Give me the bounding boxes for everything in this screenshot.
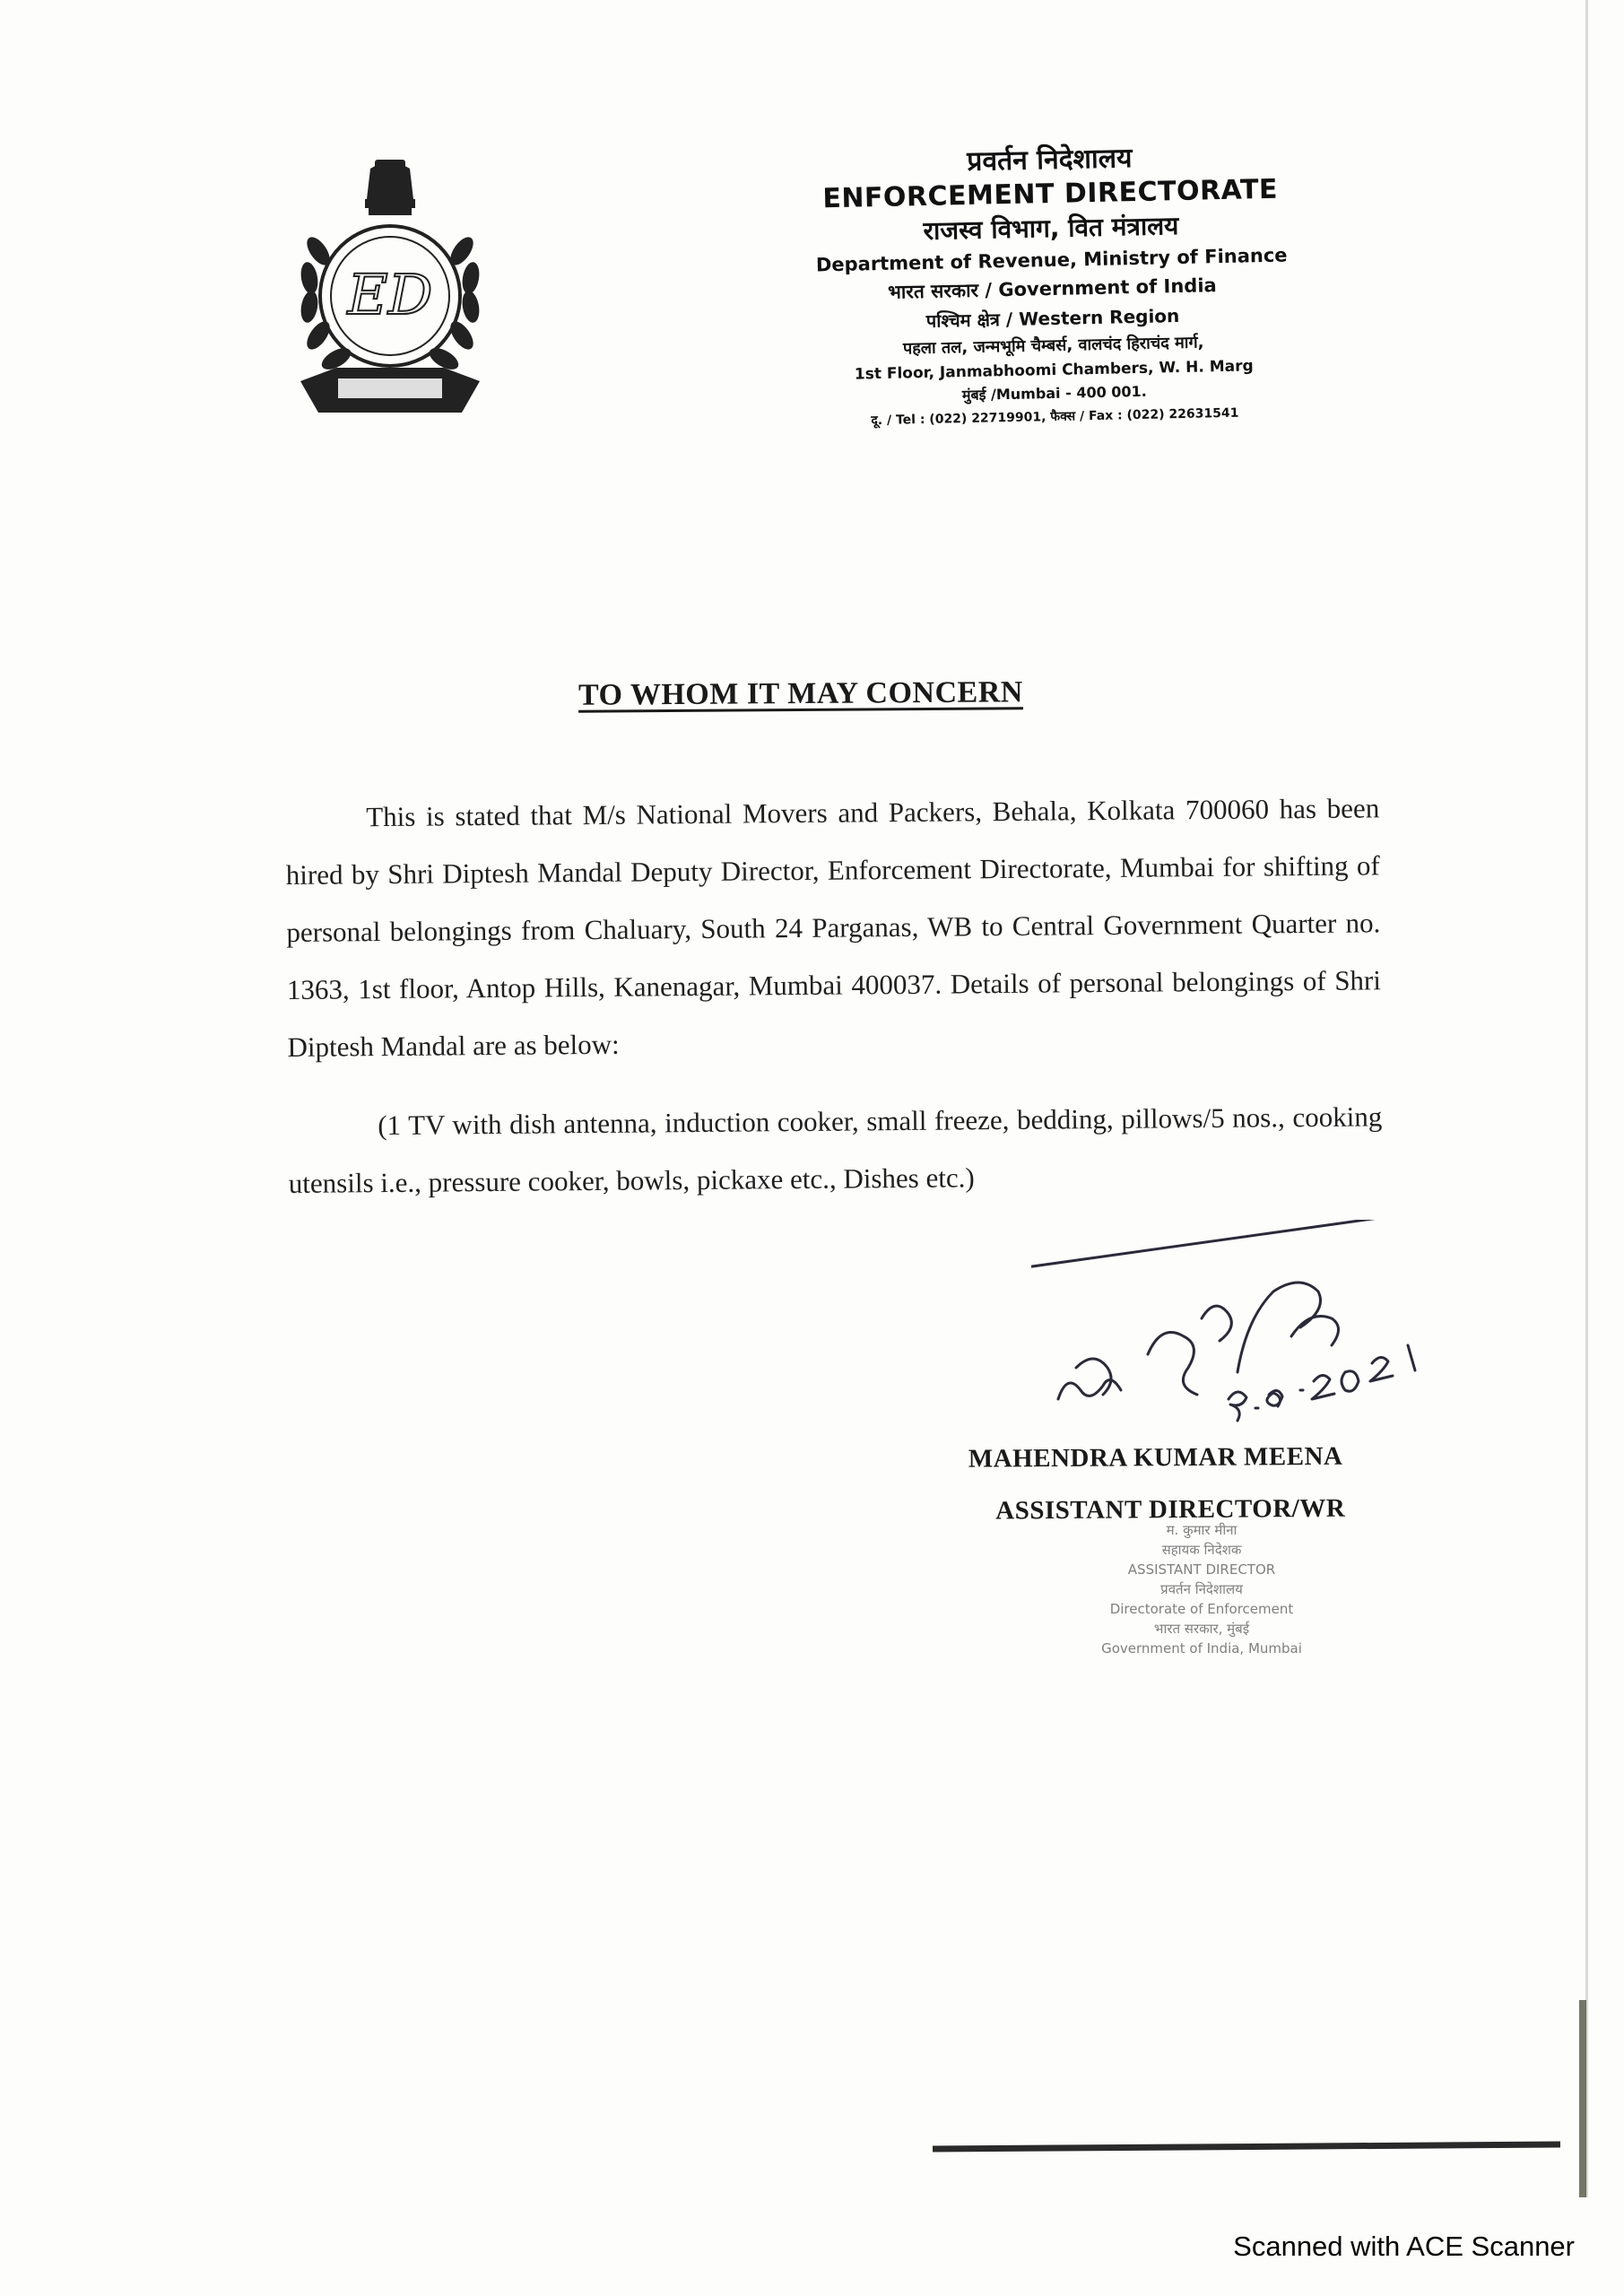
bottom-rule xyxy=(933,2142,1560,2152)
body-paragraph-1: This is stated that M/s National Movers and Packers, Behala, Kolkata 700060 has been hired by Shri Diptesh Mandal Deputy Director, Enforcement Directorate, Mumbai for shifting of personal belongings from Chaluary, South 24 Parganas, WB to Central Government Quarter no. 1363, 1st floor, Antop Hills, Kanenagar, Mumbai 400037. Details of personal belongings of Shri Diptesh Mandal are as below: xyxy=(285,792,1382,1063)
letter-body xyxy=(285,779,1383,1213)
handwritten-signature xyxy=(1031,1220,1480,1444)
stamp-line: Directorate of Enforcement xyxy=(1109,1601,1294,1617)
letterhead-department: Department of Revenue, Ministry of Finance xyxy=(815,244,1288,276)
stamp-line: Government of India, Mumbai xyxy=(1101,1640,1302,1657)
scan-edge xyxy=(1585,0,1588,2197)
official-stamp xyxy=(1058,1520,1345,1658)
letterhead-hindi-title: प्रवर्तन निदेशालय xyxy=(966,143,1133,178)
letterhead-government: भारत सरकार / Government of India xyxy=(887,274,1217,303)
letter-heading: TO WHOM IT MAY CONCERN xyxy=(578,675,1024,712)
letterhead-city: मुंबई /Mumbai - 400 001. xyxy=(961,382,1147,404)
letterhead-contact: दू. / Tel : (022) 22719901, फैक्स / Fax : (022) 22631541 xyxy=(871,405,1239,429)
body-paragraph-2: (1 TV with dish antenna, induction cooker, small freeze, bedding, pillows/5 nos., cooking utensils i.e., pressure cooker, bowls, pickaxe etc., Dishes etc.) xyxy=(288,1100,1383,1199)
letterhead-address: 1st Floor, Janmabhoomi Chambers, W. H. Marg xyxy=(854,357,1254,384)
ed-emblem-logo xyxy=(282,152,498,439)
stamp-line: प्रवर्तन निदेशालय xyxy=(1160,1581,1243,1597)
scan-edge-shadow xyxy=(1579,2000,1586,2197)
stamp-line: भारत सरकार, मुंबई xyxy=(1153,1621,1250,1637)
letterhead-hindi-address: पहला तल, जन्मभूमि चैम्बर्स, वालचंद हिराचंद मार्ग, xyxy=(902,333,1204,359)
letterhead-title: ENFORCEMENT DIRECTORATE xyxy=(822,173,1279,215)
svg-text:ED: ED xyxy=(347,262,433,327)
stamp-line: सहायक निदेशक xyxy=(1161,1542,1242,1558)
letterhead-hindi-department: राजस्व विभाग, वित मंत्रालय xyxy=(923,211,1179,246)
stamp-line: ASSISTANT DIRECTOR xyxy=(1127,1561,1276,1578)
stamp-line: म. कुमार मीना xyxy=(1166,1522,1238,1538)
signer-name: MAHENDRA KUMAR MEENA xyxy=(968,1441,1343,1474)
letterhead-region: पश्चिम क्षेत्र / Western Region xyxy=(925,305,1180,332)
letterhead xyxy=(780,138,1324,434)
scanner-watermark: Scanned with ACE Scanner xyxy=(1233,2231,1575,2262)
signer-title: ASSISTANT DIRECTOR/WR xyxy=(995,1493,1346,1526)
